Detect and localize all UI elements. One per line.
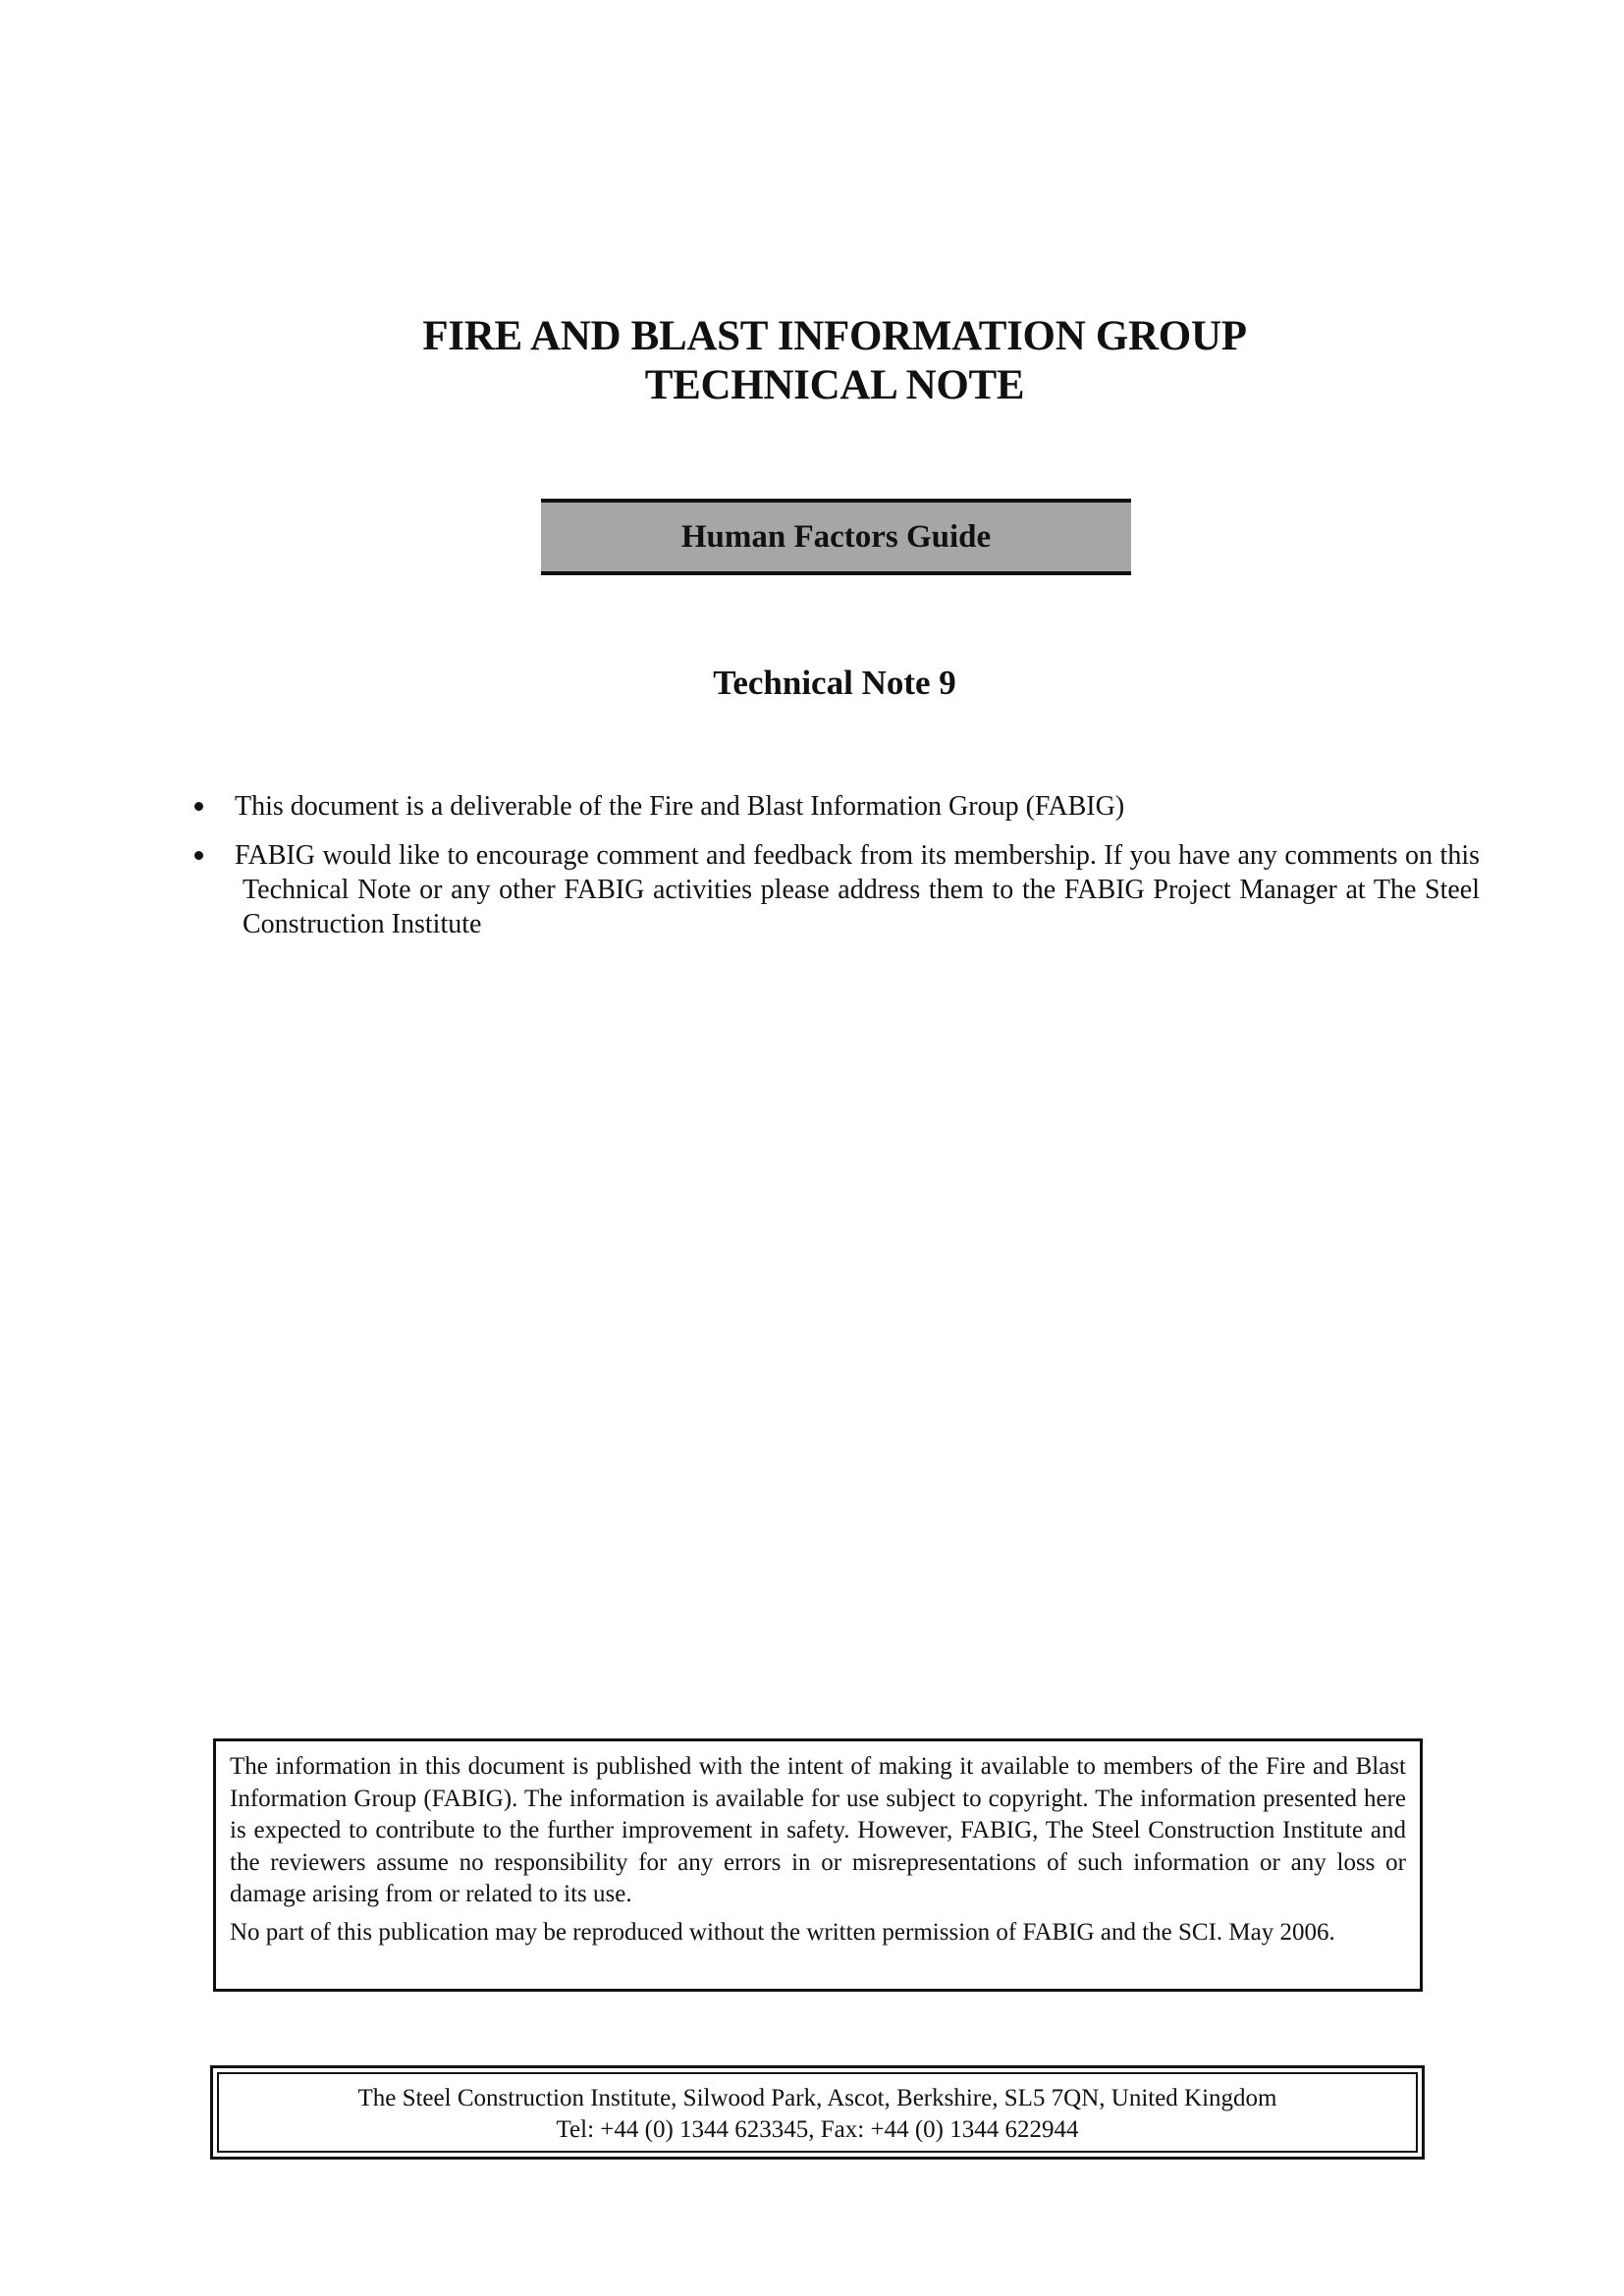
title-line-2: TECHNICAL NOTE	[644, 362, 1025, 408]
disclaimer-paragraph: The information in this document is published with the intent of making it available to members of the Fire and Blast Information Group (FABIG). The information is available for use subject to copyright. The information presented here is expected to contribute to the further improvement in safety. However, FABIG, The Steel Construction Institute and the reviewers assume no responsibility for any errors in or misrepresentations of such information or any loss or damage arising from or related to its use.	[230, 1753, 1406, 1907]
address-inner-frame	[217, 2072, 1418, 2153]
bullet-list	[191, 789, 1480, 956]
disclaimer-box	[213, 1738, 1423, 1992]
address-box	[210, 2065, 1425, 2160]
technical-note-number: Technical Note 9	[713, 664, 956, 702]
title-line-1: FIRE AND BLAST INFORMATION GROUP	[422, 313, 1247, 359]
guide-title-label: Human Factors Guide	[680, 518, 992, 555]
address-line: The Steel Construction Institute, Silwood Park, Ascot, Berkshire, SL5 7QN, United Kingdom	[357, 2085, 1277, 2111]
guide-title-box	[541, 499, 1131, 575]
copyright-paragraph: No part of this publication may be reproduced without the written permission of FABIG and the SCI. May 2006.	[230, 1918, 1335, 1946]
list-item	[191, 838, 1480, 941]
list-item	[191, 789, 1480, 824]
page-title	[0, 312, 1624, 410]
bullet-text: FABIG would like to encourage comment and feedback from its membership. If you have any comments on this Technical Note or any other FABIG activities please address them to the FABIG Project Manager at The Steel Construction Institute	[235, 840, 1480, 939]
bullet-text: This document is a deliverable of the Fire and Blast Information Group (FABIG)	[235, 791, 1125, 822]
contact-line: Tel: +44 (0) 1344 623345, Fax: +44 (0) 1344 622944	[556, 2116, 1079, 2143]
